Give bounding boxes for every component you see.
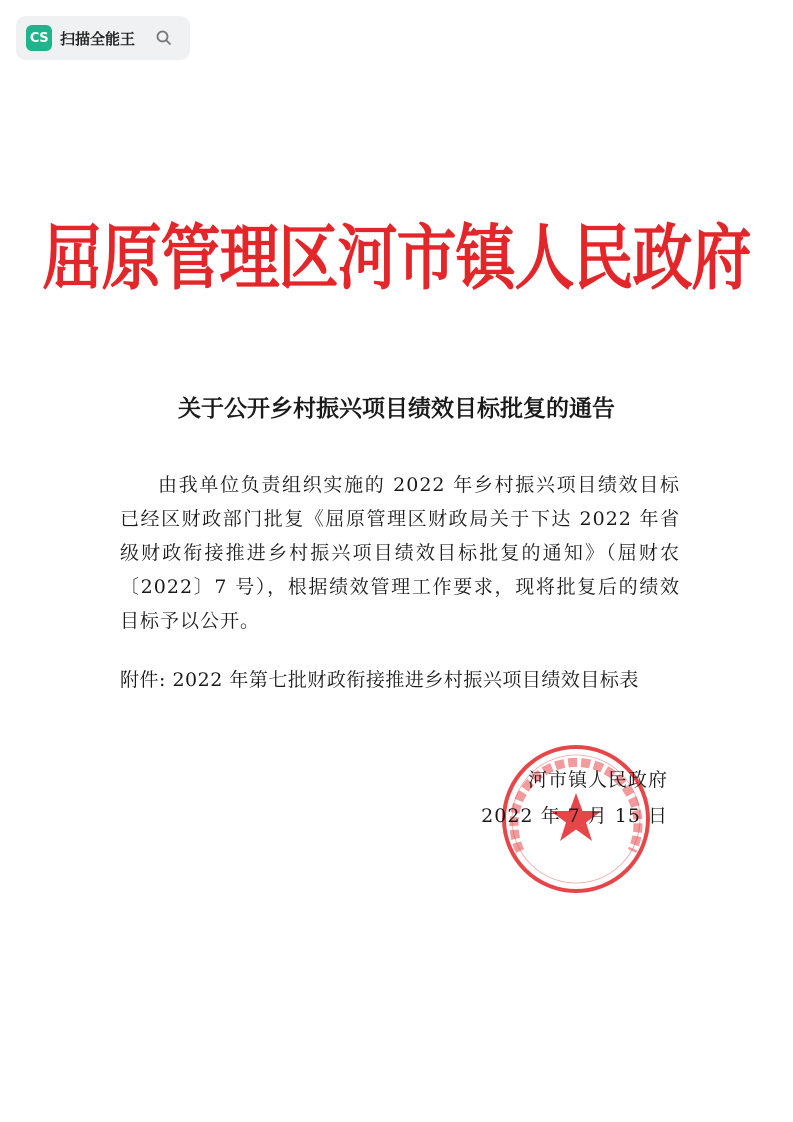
scanner-logo-icon: CS (26, 25, 52, 51)
body-paragraph: 由我单位负责组织实施的 2022 年乡村振兴项目绩效目标已经区财政部门批复《屈原管理区财政局关于下达 2022 年省级财政衔接推进乡村振兴项目绩效目标批复的通知》（屈财农〔2022〕7 号），根据绩效管理工作要求，现将批复后的绩效目标予以公开。 (120, 474, 680, 632)
signature-date: 2022 年 7 月 15 日 (481, 805, 668, 827)
attachment-line: 附件: 2022 年第七批财政衔接推进乡村振兴项目绩效目标表 (120, 669, 639, 691)
issuing-organization-header: 屈原管理区河市镇人民政府 (42, 217, 751, 301)
signature-block (478, 762, 668, 834)
document-body (120, 468, 680, 638)
search-icon[interactable] (155, 29, 173, 47)
signature-organization: 河市镇人民政府 (527, 769, 668, 791)
scanner-app-name: 扫描全能王 (60, 29, 136, 48)
document-title: 关于公开乡村振兴项目绩效目标批复的通告 (178, 395, 615, 422)
scanner-app-badge (16, 16, 190, 60)
